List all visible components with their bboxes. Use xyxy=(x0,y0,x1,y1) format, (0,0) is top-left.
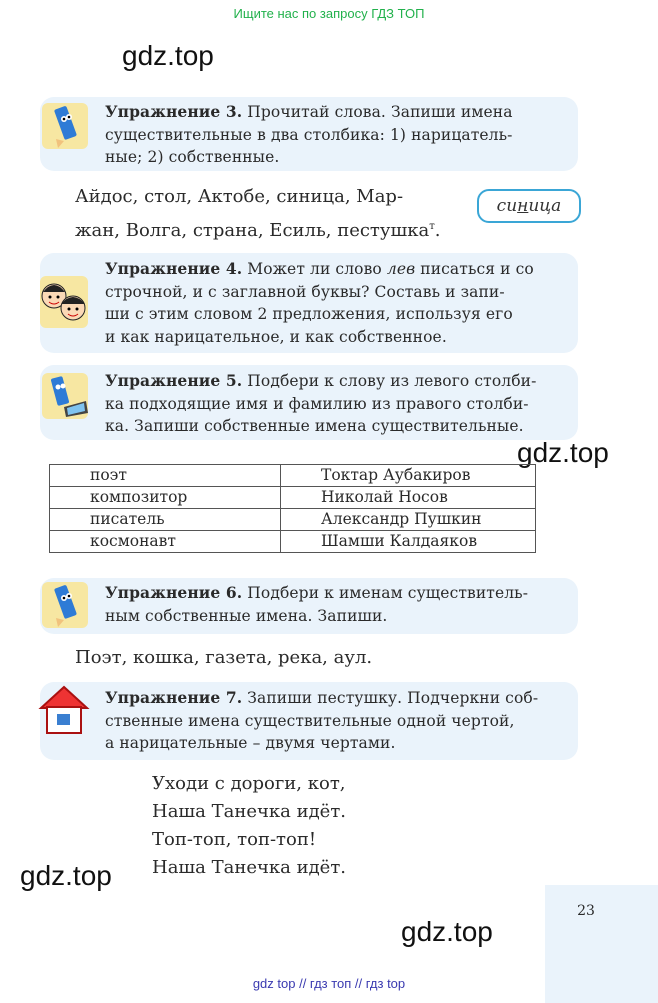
pencil-mascot-icon xyxy=(42,103,88,149)
watermark: gdz.top xyxy=(122,40,214,71)
pencil-mascot-icon xyxy=(42,582,88,628)
matching-table xyxy=(49,464,536,553)
vocabulary-word-box: синица xyxy=(477,189,581,223)
exercise-4-text: Упражнение 4. Может ли слово лев писаться и со строчной, и с заглавной буквы? Составь и запи- ши с этим словом 2 предложения, используя его и как нарицательное, и как собственное. xyxy=(105,259,534,346)
exercise-3-words: Айдос, стол, Актобе, синица, Мар- жан, Волга, страна, Есиль, пестушка$^т$. xyxy=(75,186,441,241)
exercise-7-label: Упражнение 7. xyxy=(105,688,243,707)
exercise-3-label: Упражнение 3. xyxy=(105,102,243,121)
exercise-6-text: Упражнение 6. Подбери к именам существитель- ным собственные имена. Запиши. xyxy=(105,583,529,625)
table-row: космонавт Шамши Калдаяков xyxy=(50,531,536,553)
exercise-4-label: Упражнение 4. xyxy=(105,259,243,278)
page-number: 23 xyxy=(577,903,595,919)
poem: Уходи с дороги, кот, Наша Танечка идёт. Топ-топ, топ-топ! Наша Танечка идёт. xyxy=(152,773,347,878)
exercise-6-words: Поэт, кошка, газета, река, аул. xyxy=(75,647,373,668)
exercise-5-label: Упражнение 5. xyxy=(105,371,243,390)
exercise-3-text: Упражнение 3. Прочитай слова. Запиши имена существительные в два столбика: 1) нарицатель- ные; 2) собственные. xyxy=(105,102,513,166)
exercise-7-text: Упражнение 7. Запиши пестушку. Подчеркни соб- ственные имена существительные одной чертой, а нарицательные – двумя чертами. xyxy=(105,688,539,752)
watermark: gdz.top xyxy=(401,916,493,947)
watermark: gdz.top xyxy=(20,860,112,891)
top-banner[interactable]: Ищите нас по запросу ГДЗ ТОП xyxy=(233,6,425,21)
exercise-5-text: Упражнение 5. Подбери к слову из левого столби- ка подходящие имя и фамилию из правого столби- ка. Запиши собственные имена существительные. xyxy=(105,371,537,435)
kids-faces-icon xyxy=(40,276,88,328)
house-icon xyxy=(38,684,90,736)
pencil-laptop-icon xyxy=(42,373,88,419)
table-row: композитор Николай Носов xyxy=(50,487,536,509)
exercise-6-label: Упражнение 6. xyxy=(105,583,243,602)
table-row: поэт Токтар Аубакиров xyxy=(50,465,536,487)
table-row: писатель Александр Пушкин xyxy=(50,509,536,531)
watermark: gdz.top xyxy=(517,437,609,468)
footer-links[interactable]: gdz top // гдз топ // гдз top xyxy=(252,976,406,991)
